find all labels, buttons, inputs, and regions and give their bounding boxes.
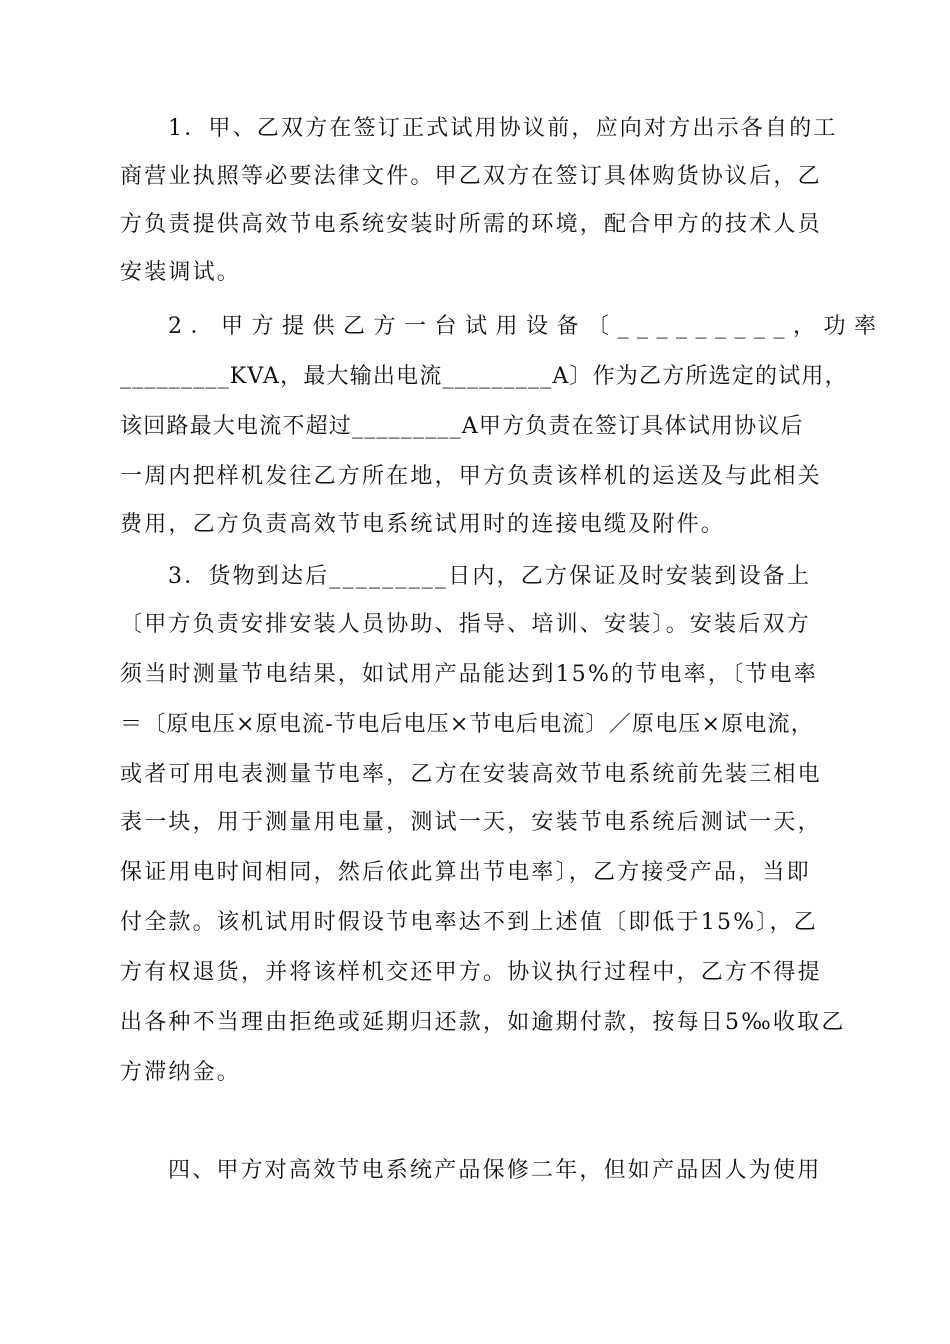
text-line: 保证用电时间相同，然后依此算出节电率〕，乙方接受产品，当即 (120, 860, 811, 885)
text-line: 方负责提供高效节电系统安装时所需的环境，配合甲方的技术人员 (120, 212, 822, 237)
text-line: 出各种不当理由拒绝或延期归还款，如逾期付款，按每日5‰收取乙 (120, 1010, 846, 1035)
text-line: 费用，乙方负责高效节电系统试用时的连接电缆及附件。 (120, 512, 726, 537)
text-line: _________KVA，最大输出电流_________A〕作为乙方所选定的试用， (120, 364, 848, 389)
text-line: 3．货物到达后_________日内，乙方保证及时安装到设备上 (168, 564, 812, 589)
text-line: 1．甲、乙双方在签订正式试用协议前，应向对方出示各自的工 (168, 116, 838, 141)
text-line: 安装调试。 (120, 260, 242, 285)
text-line: 方滞纳金。 (120, 1060, 242, 1085)
text-line: ＝〔原电压×原电流-节电后电压×节电后电流〕／原电压×原电流， (120, 712, 814, 737)
text-line: 须当时测量节电结果，如试用产品能达到15%的节电率，〔节电率 (120, 662, 818, 687)
text-line: 2．甲方提供乙方一台试用设备〔_________，功率 (168, 314, 885, 339)
text-line: 方有权退货，并将该样机交还甲方。协议执行过程中，乙方不得提 (120, 960, 822, 985)
text-line: 表一块，用于测量用电量，测试一天，安装节电系统后测试一天， (120, 810, 822, 835)
text-line: 商营业执照等必要法律文件。甲乙双方在签订具体购货协议后，乙 (120, 164, 822, 189)
text-line: 该回路最大电流不超过_________A甲方负责在签订具体试用协议后 (120, 414, 804, 439)
text-line: 四、甲方对高效节电系统产品保修二年，但如产品因人为使用 (168, 1158, 822, 1183)
text-line: 或者可用电表测量节电率，乙方在安装高效节电系统前先装三相电 (120, 762, 822, 787)
text-line: 付全款。该机试用时假设节电率达不到上述值〔即低于15%〕，乙 (120, 910, 818, 935)
text-line: 〔甲方负责安排安装人员协助、指导、培训、安装〕。安装后双方 (120, 612, 811, 637)
text-line: 一周内把样机发往乙方所在地，甲方负责该样机的运送及与此相关 (120, 464, 822, 489)
